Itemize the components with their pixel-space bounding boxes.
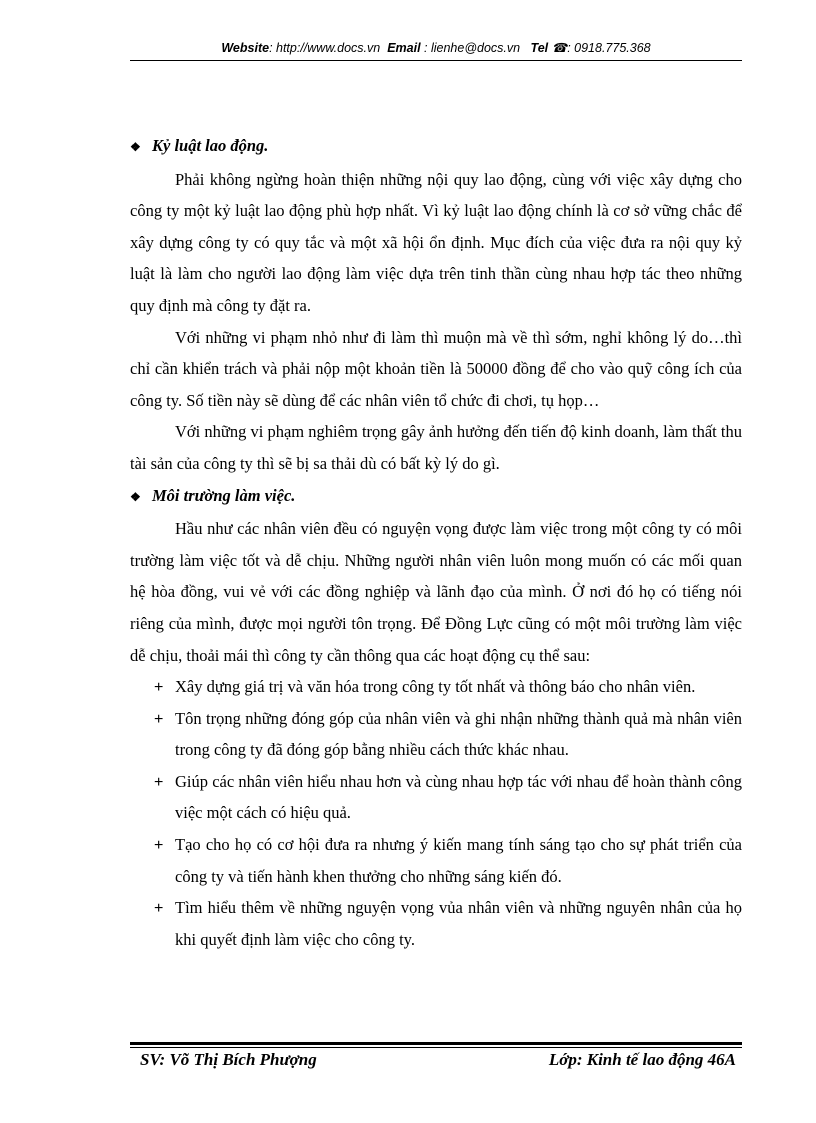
footer-divider-thin [130, 1047, 742, 1048]
plus-bullet-icon: + [154, 710, 164, 728]
paragraph: Hầu như các nhân viên đều có nguyện vọng được làm việc trong một công ty có môi trường làm việc tốt và dễ chịu. Những người nhân viên luôn mong muốn có các mối quan hệ hòa đồng, vui vẻ với các đồng nghiệp và lãnh đạo của mình. Ở nơi đó họ có tiếng nói riêng của mình, được mọi người tôn trọng. Để Đồng Lực cũng có một môi trường làm việc dễ chịu, thoải mái thì công ty cần thông qua các hoạt động cụ thể sau: [130, 519, 742, 665]
email-label: Email [387, 41, 421, 55]
list-item: + Xây dựng giá trị và văn hóa trong công ty tốt nhất và thông báo cho nhân viên. [130, 671, 742, 703]
footer-class: Lớp: Kinh tế lao động 46A [548, 1050, 736, 1069]
website-label: Website [221, 41, 270, 55]
plus-bullet-icon: + [154, 837, 164, 855]
phone-icon: ☎ [551, 41, 568, 55]
paragraph: Với những vi phạm nghiêm trọng gây ảnh hưởng đến tiến độ kinh doanh, làm thất thu tài sản của công ty thì sẽ bị sa thải dù có bất kỳ lý do gì. [130, 422, 742, 473]
list-item: + Giúp các nhân viên hiểu nhau hơn và cùng nhau hợp tác với nhau để hoàn thành công việc một cách có hiệu quả. [130, 766, 742, 829]
list-item: + Tìm hiểu thêm về những nguyện vọng vủa nhân viên và những nguyên nhân của họ khi quyết định làm việc cho công ty. [130, 892, 742, 955]
website-value: : http://www.docs.vn [269, 41, 381, 55]
list-item: + Tôn trọng những đóng góp của nhân viên và ghi nhận những thành quả mà nhân viên trong công ty đã đóng góp bằng nhiều cách thức khác nhau. [130, 703, 742, 766]
plus-bullet-icon: + [154, 773, 164, 791]
section-heading-discipline: ❖ Kỷ luật lao động. [130, 130, 742, 164]
footer-divider-thick [130, 1042, 742, 1045]
tel-value: : 0918.775.368 [567, 41, 651, 55]
diamond-bullet-icon: ❖ [130, 140, 141, 154]
plus-bullet-icon: + [154, 900, 164, 918]
page-header [130, 40, 742, 55]
header-divider [130, 60, 742, 61]
list-item: + Tạo cho họ có cơ hội đưa ra nhưng ý kiến mang tính sáng tạo cho sự phát triển của công ty và tiến hành khen thưởng cho những sáng kiến đó. [130, 829, 742, 892]
section-heading-environment: ❖ Môi trường làm việc. [130, 480, 742, 514]
document-body [130, 130, 742, 955]
tel-label: Tel [530, 41, 549, 55]
paragraph: Phải không ngừng hoàn thiện những nội quy lao động, cùng với việc xây dựng cho công ty một kỷ luật lao động phù hợp nhất. Vì kỷ luật lao động chính là cơ sở vững chắc để xây dựng công ty có quy tắc và một xã hội ổn định. Mục đích của việc đưa ra nội quy kỷ luật là làm cho người lao động làm việc dựa trên tinh thần cùng nhau hợp tác theo những quy định mà công ty đặt ra. [130, 169, 742, 315]
footer-student: SV: Võ Thị Bích Phượng [140, 1050, 317, 1069]
diamond-bullet-icon: ❖ [130, 489, 141, 504]
email-value: : lienhe@docs.vn [424, 41, 521, 55]
paragraph: Với những vi phạm nhỏ như đi làm thì muộn mà về thì sớm, nghỉ không lý do…thì chỉ cần khiển trách và phải nộp một khoản tiền là 50000 đồng để cho vào quỹ công ích của công ty. Số tiền này sẽ dùng để các nhân viên tổ chức đi chơi, tụ họp… [130, 327, 742, 410]
plus-bullet-icon: + [154, 679, 164, 697]
